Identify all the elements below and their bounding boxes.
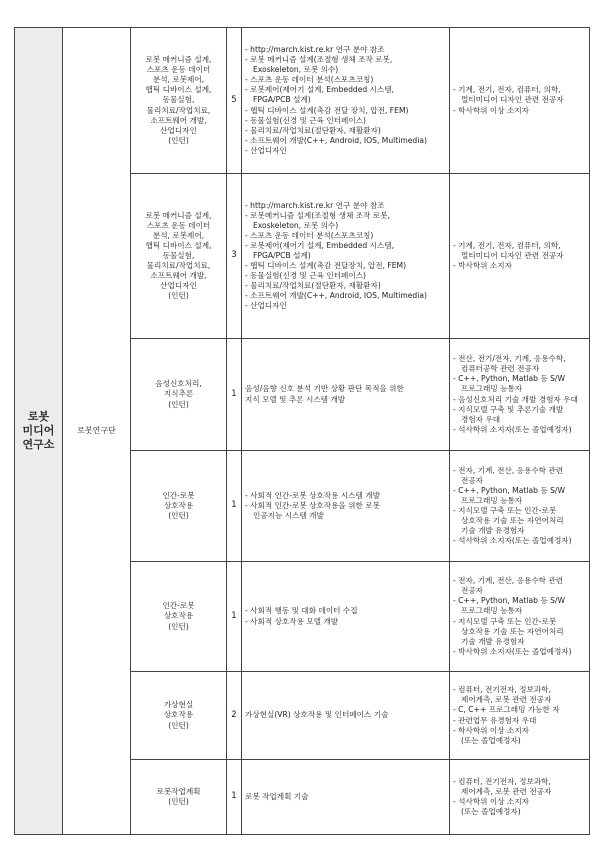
work-description-line: - 사회적 행동 및 대화 데이터 수집 [245, 606, 358, 616]
qualification-line: 제어계측, 로봇 관련 전공자 [461, 786, 552, 796]
research-field-line: (인턴) [168, 291, 189, 301]
work-description-cell [242, 672, 450, 760]
research-field-line: (인턴) [168, 797, 189, 806]
research-field-line: 물리치료/작업치료, [146, 105, 211, 115]
research-field-line: 분석, 로봇제어, [152, 230, 205, 240]
qualification-line: 상호작용 기술 또는 자연어처리 [461, 626, 564, 636]
headcount-cell: 1 [227, 760, 242, 835]
work-description-line: - 물리치료/작업치료(절단환자, 재활환자) [245, 281, 381, 291]
research-field-line: (인턴) [168, 511, 189, 520]
qualification-line: - 학사학위 이상 소지자 [453, 725, 530, 735]
qualification-line: 제어계측, 로봇 관련 전공자 [461, 695, 552, 705]
work-description-line: - 로봇 메커니즘 설계(조절형 생체 조작 로봇, [245, 55, 393, 65]
work-description-line: - 사회적 인간-로봇 상호작용을 위한 로봇 [245, 500, 380, 510]
qualification-line: 멀티미디어 디자인 관련 전공자 [461, 95, 564, 105]
research-field-cell [131, 760, 227, 835]
research-field-line: 지식추론 [163, 389, 194, 399]
research-field-line: 산업디자인 [160, 125, 197, 135]
research-field-line: 인간-로봇 [162, 490, 195, 500]
qualification-cell [450, 451, 590, 562]
research-field-cell [131, 174, 227, 339]
work-description-line: 인공지능 시스템 개발 [253, 511, 324, 520]
work-description-line: - 동물실험(신경 및 근육 인터페이스) [245, 115, 367, 125]
research-field-cell [131, 28, 227, 174]
research-field-line: 상호작용 [163, 500, 194, 510]
research-field-line: 스포츠 운동 데이터 [146, 65, 211, 75]
qualification-cell [450, 339, 590, 451]
research-field-line: (인턴) [168, 399, 189, 409]
headcount-cell: 1 [227, 562, 242, 672]
work-description-line: - 소프트웨어 개발(C++, Android, IOS, Multimedia) [245, 291, 427, 301]
research-field-line: 스포츠 운동 데이터 [146, 220, 211, 230]
research-field-line: 분석, 로봇제어, [152, 75, 205, 85]
qualification-line: - C, C++ 프로그래밍 가능한 자 [453, 705, 560, 715]
research-field-line: 동물실험, [162, 95, 195, 105]
qualification-line: - 관련업무 유경험자 우대 [453, 715, 537, 725]
table-row [15, 28, 590, 174]
research-field-line: 산업디자인 [160, 281, 197, 291]
work-description-line: - 사회적 상호작용 모델 개발 [245, 616, 339, 626]
headcount-cell: 1 [227, 339, 242, 451]
research-field-line: 물리치료/작업치료, [146, 261, 211, 270]
qualification-line: - 지식모델 구축 및 추론기술 개발 [453, 404, 564, 414]
work-description-cell [242, 174, 450, 339]
work-description-line: - 물리치료/작업치료(절단환자, 재활환자) [245, 125, 381, 135]
work-description-cell [242, 28, 450, 174]
research-field-line: 햅틱 디바이스 설계, [145, 240, 212, 250]
research-field-line: 로봇 메커니즘 설계, [145, 55, 212, 65]
qualification-line: 경험자 우대 [461, 414, 501, 424]
institute-name [15, 28, 63, 835]
qualification-line: - 기계, 전기, 전자, 컴퓨터, 의학, [453, 85, 561, 95]
work-description-line: - 소프트웨어 개발(C++, Android, IOS, Multimedia) [245, 135, 427, 145]
research-field-cell [131, 339, 227, 451]
institute-name-line: 연구소 [22, 437, 55, 451]
qualification-line: 전공자 [461, 586, 484, 596]
qualification-line: - 석사학위 소지자(또는 졸업예정자) [453, 536, 572, 546]
work-description-line: - 햅틱 디바이스 설계(촉감 전달장치, 압전, FEM) [245, 261, 407, 270]
qualification-line: 기술 개발 유경험자 [461, 526, 525, 536]
recruitment-table [14, 27, 590, 835]
work-description-line: - http://march.kist.re.kr 연구 분야 참조 [245, 45, 385, 55]
work-description-line: - 로봇제어(제어기 설계, Embedded 시스템, [245, 85, 395, 95]
work-description-line: - 스포츠 운동 데이터 분석(스포츠코칭) [245, 75, 374, 85]
research-field-line: 소프트웨어 개발, [150, 271, 207, 281]
research-field-line: 로봇 메커니즘 설계, [145, 210, 212, 220]
qualification-line: 멀티미디어 디자인 관련 전공자 [461, 250, 564, 260]
work-description-line: - 산업디자인 [245, 301, 287, 311]
research-field-line: (인턴) [168, 720, 189, 730]
work-description-cell [242, 451, 450, 562]
qualification-line: - 컴퓨터, 전기전자, 정보과학, [453, 776, 551, 786]
qualification-line: - C++, Python, Matlab 등 S/W [453, 596, 565, 606]
qualification-line: (또는 졸업예정자) [461, 735, 521, 745]
qualification-cell [450, 760, 590, 835]
work-description-line: - 사회적 인간-로봇 상호작용 시스템 개발 [245, 490, 380, 500]
qualification-line: 프로그래밍 능통자 [461, 606, 523, 616]
research-field-cell [131, 451, 227, 562]
research-field-line: 가상현실 [163, 700, 194, 710]
qualification-line: - 지식모델 구축 또는 인간-로봇 [453, 616, 557, 626]
qualification-line: - 석사학위 이상 소지자 [453, 797, 530, 806]
research-field-line: 인간-로봇 [162, 601, 195, 611]
work-description-line: 지식 모델 및 추론 시스템 개발 [245, 394, 346, 404]
qualification-cell [450, 28, 590, 174]
research-field-line: 상호작용 [163, 710, 194, 720]
work-description-line: - 햅틱 디바이스 설계(촉감 전달 장치, 압전, FEM) [245, 105, 409, 115]
qualification-line: (또는 졸업예정자) [461, 807, 521, 817]
qualification-line: 프로그래밍 능통자 [461, 384, 523, 394]
work-description-line: - 스포츠 운동 데이터 분석(스포츠코칭) [245, 230, 374, 240]
headcount-cell: 2 [227, 672, 242, 760]
institute-name-line: 로봇 [27, 410, 50, 424]
work-description-cell [242, 562, 450, 672]
research-field-line: 동물실험, [162, 250, 195, 260]
work-description-line: 로봇 작업계획 기술 [245, 791, 309, 801]
qualification-cell [450, 562, 590, 672]
work-description-line: - 로봇제어(제어기 설계, Embedded 시스템, [245, 240, 395, 250]
qualification-line: - 음성신호처리 기술 개발 경험자 우대 [453, 394, 578, 404]
headcount-cell: 1 [227, 451, 242, 562]
work-description-line: FPGA/PCB 설계) [253, 95, 311, 105]
research-field-line: (인턴) [168, 621, 189, 631]
research-field-line: 햅틱 디바이스 설계, [145, 85, 212, 95]
qualification-line: 상호작용 기술 또는 자연어처리 [461, 516, 564, 526]
headcount-cell: 3 [227, 174, 242, 339]
qualification-line: - 석사학위 소지자(또는 졸업예정자) [453, 424, 572, 434]
headcount-cell: 5 [227, 28, 242, 174]
work-description-line: - 산업디자인 [245, 145, 287, 155]
work-description-cell [242, 760, 450, 835]
work-description-line: 음성/음향 신호 분석 기반 상황 판단 목적을 위한 [245, 384, 404, 394]
institute-name-line: 미디어 [22, 424, 55, 438]
research-field-line: 소프트웨어 개발, [150, 115, 207, 125]
qualification-line: 전공자 [461, 475, 484, 485]
research-field-line: 로봇작업계획 [156, 786, 201, 796]
work-description-line: FPGA/PCB 설계) [253, 250, 311, 260]
work-description-line: - 로봇메커니즘 설계(조절형 생체 조작 로봇, [245, 210, 390, 220]
department-name: 로봇연구단 [63, 28, 131, 835]
qualification-line: - 컴퓨터, 전기전자, 정보과학, [453, 685, 551, 695]
qualification-cell [450, 174, 590, 339]
qualification-line: - 전자, 기계, 전산, 응용수학 관련 [453, 465, 564, 475]
qualification-line: - 학사학위 이상 소지자 [453, 105, 530, 115]
qualification-line: - 지식모델 구축 또는 인간-로봇 [453, 506, 557, 515]
work-description-line: 가상현실(VR) 상호작용 및 인터페이스 기술 [245, 710, 389, 720]
work-description-line: Exoskeleton, 로봇 의수) [253, 65, 339, 75]
qualification-line: - 박사학위 소지자 [453, 261, 512, 270]
qualification-line: - 전산, 전기/전자, 기계, 응용수학, [453, 354, 566, 364]
qualification-cell [450, 672, 590, 760]
qualification-line: 기술 개발 유경험자 [461, 636, 525, 646]
qualification-line: - 전자, 기계, 전산, 응용수학 관련 [453, 576, 564, 586]
research-field-line: 음성신호처리, [155, 379, 202, 389]
work-description-line: - http://march.kist.re.kr 연구 분야 참조 [245, 200, 385, 210]
qualification-line: - C++, Python, Matlab 등 S/W [453, 485, 565, 495]
work-description-line: Exoskeleton, 로봇 의수) [253, 220, 339, 230]
research-field-cell [131, 672, 227, 760]
qualification-line: - 기계, 전기, 전자, 컴퓨터, 의학, [453, 240, 561, 250]
qualification-line: - C++, Python, Matlab 등 S/W [453, 374, 565, 384]
qualification-line: 프로그래밍 능통자 [461, 495, 523, 505]
qualification-line: - 박사학위 소지자(또는 졸업예정자) [453, 646, 572, 656]
research-field-line: (인턴) [168, 135, 189, 145]
research-field-cell [131, 562, 227, 672]
qualification-line: 컴퓨터공학 관련 전공자 [461, 364, 540, 374]
work-description-cell [242, 339, 450, 451]
work-description-line: - 동물실험(신경 및 근육 인터페이스) [245, 271, 367, 281]
research-field-line: 상호작용 [163, 611, 194, 621]
